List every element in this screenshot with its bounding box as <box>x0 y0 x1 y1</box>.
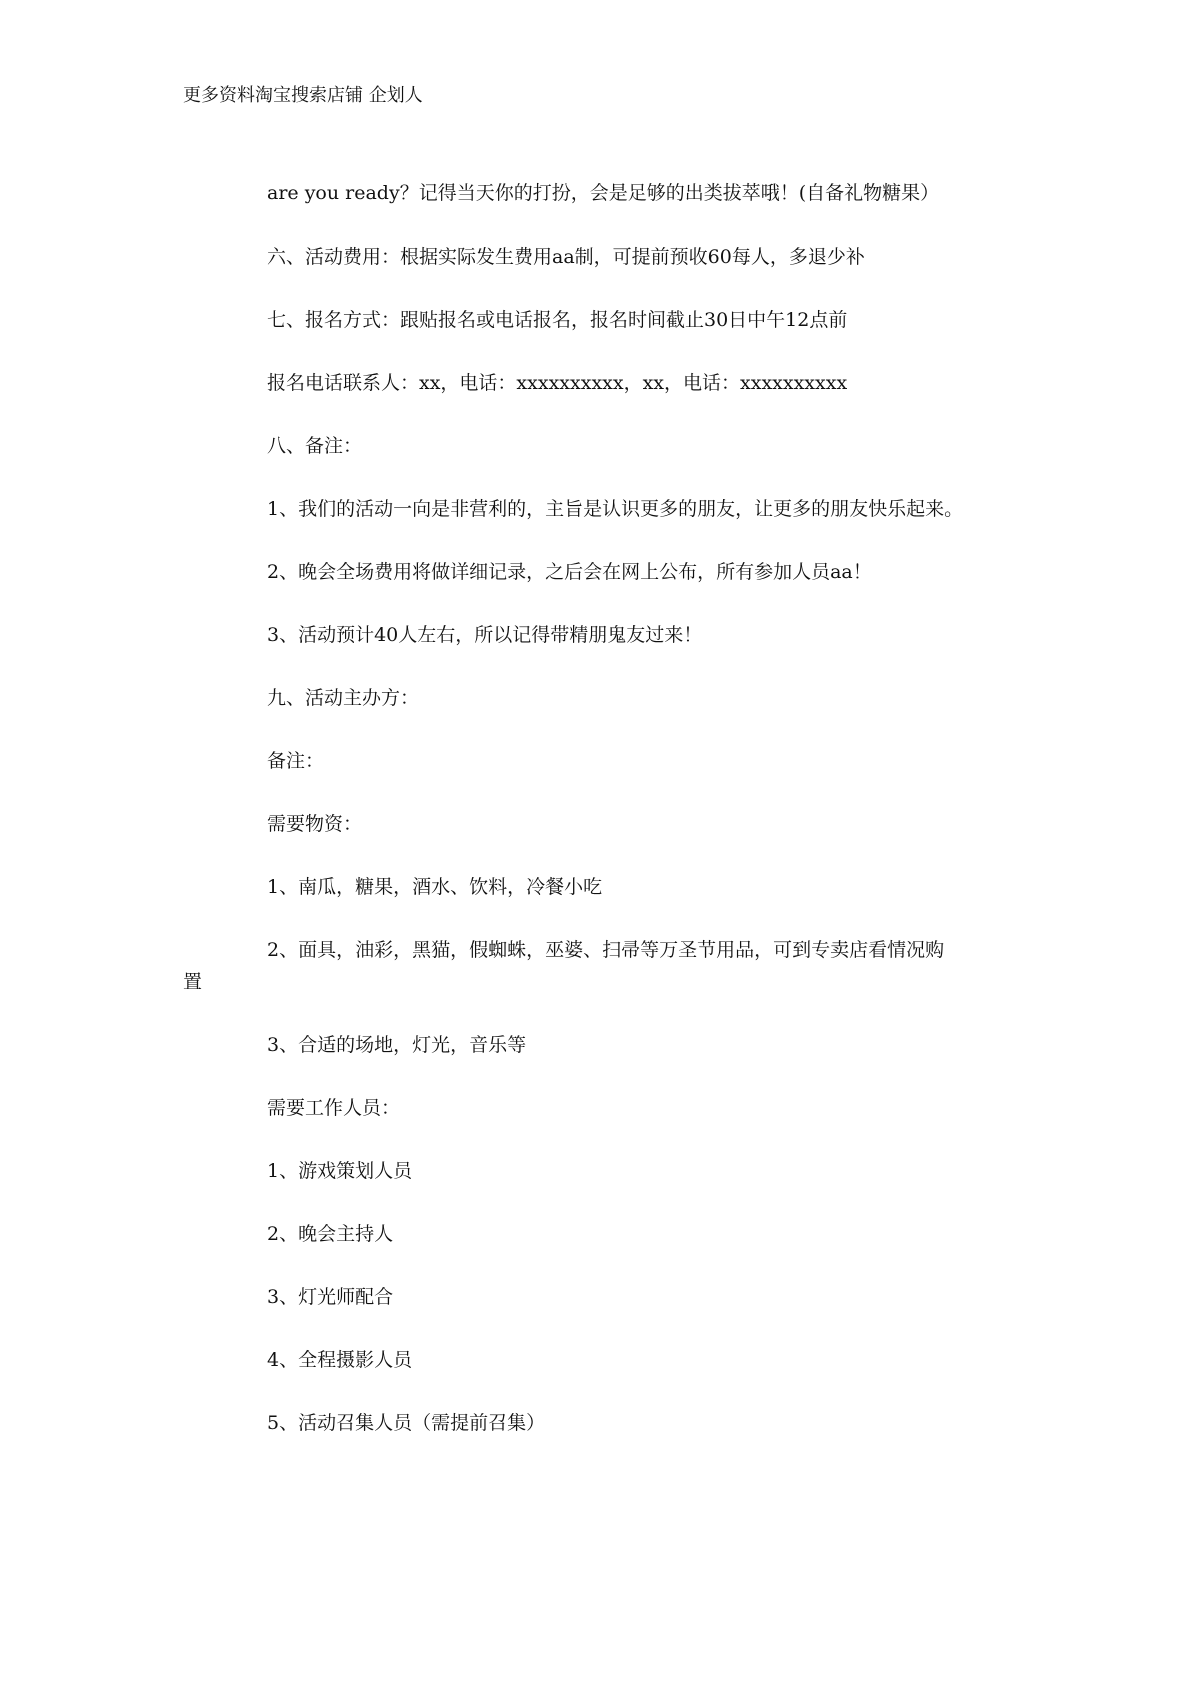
text-line-remark: 备注： <box>267 750 325 772</box>
list-item: 5、活动召集人员（需提前召集） <box>267 1412 546 1434</box>
list-item: 3、活动预计40人左右，所以记得带精朋鬼友过来！ <box>267 624 703 646</box>
page-header: 更多资料淘宝搜索店铺 企划人 <box>183 85 423 106</box>
list-item: 1、游戏策划人员 <box>267 1160 413 1182</box>
list-item: 1、我们的活动一向是非营利的，主旨是认识更多的朋友，让更多的朋友快乐起来。 <box>267 498 964 520</box>
list-item: 2、面具，油彩，黑猫，假蜘蛛，巫婆、扫帚等万圣节用品，可到专卖店看情况购 <box>267 939 945 961</box>
text-line-signup: 七、报名方式：跟贴报名或电话报名，报名时间截止30日中午12点前 <box>267 309 848 331</box>
list-item: 4、全程摄影人员 <box>267 1349 413 1371</box>
section-heading-organizer: 九、活动主办方： <box>267 687 420 709</box>
list-item: 3、合适的场地，灯光，音乐等 <box>267 1034 527 1056</box>
text-line-ready: are you ready？记得当天你的打扮，会是足够的出类拔萃哦！(自备礼物糖果） <box>267 182 940 204</box>
subheading-staff: 需要工作人员： <box>267 1097 401 1119</box>
text-line-contact: 报名电话联系人：xx，电话：xxxxxxxxxx，xx，电话：xxxxxxxxxx <box>267 372 848 394</box>
list-item: 3、灯光师配合 <box>267 1286 394 1308</box>
list-item-continuation: 置 <box>183 971 203 993</box>
list-item: 2、晚会全场费用将做详细记录，之后会在网上公布，所有参加人员aa！ <box>267 561 872 583</box>
subheading-supplies: 需要物资： <box>267 813 363 835</box>
section-heading-notes: 八、备注： <box>267 435 363 457</box>
text-line-fee: 六、活动费用：根据实际发生费用aa制，可提前预收60每人，多退少补 <box>267 246 865 268</box>
list-item: 2、晚会主持人 <box>267 1223 394 1245</box>
list-item: 1、南瓜，糖果，酒水、饮料，冷餐小吃 <box>267 876 603 898</box>
